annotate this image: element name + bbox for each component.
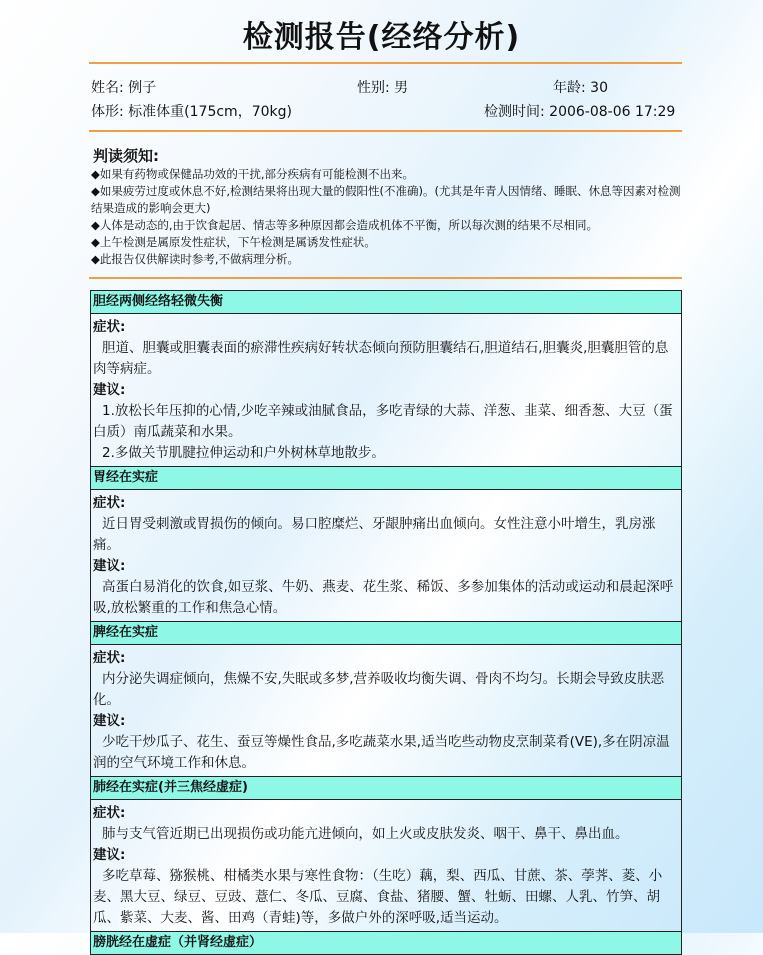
advice-label: 建议:: [93, 847, 126, 863]
symptom-text: 近日胃受刺激或胃损伤的倾向。易口腔糜烂、牙龈肿痛出血倾向。女性注意小叶增生，乳房涨痛。: [93, 516, 656, 553]
body-value: 标准体重(175cm，70kg): [128, 104, 292, 120]
age-label: 年龄:: [553, 80, 586, 96]
notice-item: ◆上午检测是属原发性症状，下午检测是属诱发性症状。: [91, 235, 376, 249]
section-heading: 胆经两侧经络轻微失衡: [91, 291, 681, 314]
symptom-text: 肺与支气管近期已出现损伤或功能亢进倾向，如上火或皮肤发炎、咽干、鼻干、鼻出血。: [102, 826, 629, 842]
notice-item: ◆人体是动态的,由于饮食起居、情志等多种原因都会造成机体不平衡，所以每次测的结果不尽相同。: [91, 218, 598, 232]
name-field: [91, 77, 156, 97]
gender-label: 性别:: [357, 80, 390, 96]
name-label: 姓名:: [91, 80, 124, 96]
advice-label: 建议:: [93, 382, 126, 398]
notice-item: ◆此报告仅供解读时参考,不做病理分析。: [91, 252, 299, 266]
advice-label: 建议:: [93, 713, 126, 729]
notice-list: [91, 166, 683, 268]
section-heading: 胃经在实症: [91, 467, 681, 490]
notice-title: 判读须知:: [93, 147, 159, 165]
notice-item: ◆如果有药物或保健品功效的干扰,部分疾病有可能检测不出来。: [91, 167, 414, 181]
section-heading: 肺经在实症(并三焦经虚症): [91, 777, 681, 800]
section-body: [91, 800, 681, 932]
gender-value: 男: [394, 80, 409, 96]
advice-text: 2.多做关节肌腱拉伸运动和户外树林草地散步。: [102, 445, 385, 461]
name-value: 例子: [128, 80, 157, 96]
section-heading: 脾经在实症: [91, 622, 681, 645]
advice-text: 少吃干炒瓜子、花生、蚕豆等燥性食品,多吃蔬菜水果,适当吃些动物皮烹制菜肴(VE),多在阴凉温润的空气环境工作和休息。: [93, 734, 670, 771]
symptom-text: 内分泌失调症倾向，焦燥不安,失眠或多梦,营养吸收均衡失调、骨肉不均匀。长期会导致皮肤恶化。: [93, 671, 665, 708]
divider-middle: [89, 130, 682, 132]
time-label: 检测时间:: [484, 104, 545, 120]
section-heading: 膀胱经在虚症（并肾经虚症）: [91, 932, 681, 955]
age-field: [553, 77, 608, 97]
body-label: 体形:: [91, 104, 124, 120]
body-field: [91, 101, 292, 121]
section-body: [91, 314, 681, 467]
symptom-label: 症状:: [93, 319, 126, 335]
section-body: [91, 490, 681, 622]
divider-top: [89, 62, 682, 64]
section-body: [91, 645, 681, 777]
divider-bottom: [89, 277, 682, 279]
symptom-label: 症状:: [93, 495, 126, 511]
symptom-text: 胆道、胆囊或胆囊表面的瘀滞性疾病好转状态倾向预防胆囊结石,胆道结石,胆囊炎,胆囊胆管的息肉等病症。: [93, 340, 669, 377]
analysis-panel: [90, 290, 682, 955]
symptom-label: 症状:: [93, 650, 126, 666]
advice-text: 多吃草莓、猕猴桃、柑橘类水果与寒性食物：（生吃）藕，梨、西瓜、甘蔗、茶、荸荠、菱、小麦、黑大豆、绿豆、豆豉、薏仁、冬瓜、豆腐、食盐、猪腰、蟹、牡蛎、田螺、人乳、竹笋、胡瓜、紫菜、大麦、酱、田鸡（青蛙)等，多做户外的深呼吸,适当运动。: [93, 868, 663, 926]
advice-text: 高蛋白易消化的饮食,如豆浆、牛奶、燕麦、花生浆、稀饭、多参加集体的活动或运动和晨起深呼吸,放松繁重的工作和焦急心情。: [93, 579, 674, 616]
time-value: 2006-08-06 17:29: [549, 104, 676, 120]
advice-text: 1.放松长年压抑的心情,少吃辛辣或油腻食品，多吃青绿的大蒜、洋葱、韭菜、细香葱、大豆（蛋白质）南瓜蔬菜和水果。: [93, 403, 673, 440]
advice-label: 建议:: [93, 558, 126, 574]
notice-item: ◆如果疲劳过度或休息不好,检测结果将出现大量的假阳性(不准确)。(尤其是年青人因情绪、睡眠、休息等因素对检测结果造成的影响会更大): [91, 184, 681, 215]
report-title: 检测报告(经络分析): [242, 20, 521, 55]
time-field: [484, 101, 675, 121]
symptom-label: 症状:: [93, 805, 126, 821]
gender-field: [357, 77, 408, 97]
age-value: 30: [590, 80, 608, 96]
